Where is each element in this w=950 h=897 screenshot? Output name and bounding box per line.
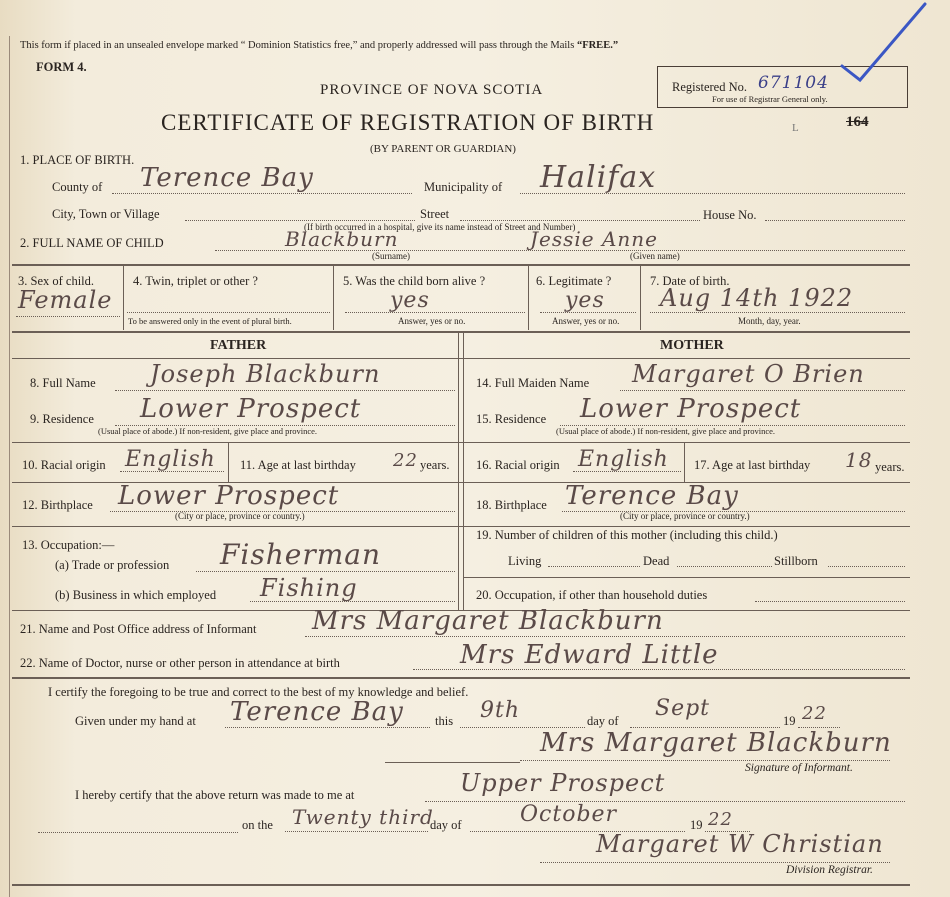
day-of-label: day of [587,714,619,728]
registered-number: 671104 [758,73,829,93]
mother-heading: MOTHER [660,338,724,353]
dead-label: Dead [643,554,670,568]
mother-race-label: 16. Racial origin [476,458,560,472]
mother-bp-caption: (City or place, province or country.) [620,511,750,521]
alive-value: yes [390,288,430,313]
year-prefix: 19 [783,714,796,728]
father-bp-value: Lower Prospect [118,481,340,511]
legit-label: 6. Legitimate ? [536,274,612,288]
alive-caption: Answer, yes or no. [398,316,466,326]
alive-label: 5. Was the child born alive ? [343,274,486,288]
stillborn-label: Stillborn [774,554,818,568]
registrar-note: For use of Registrar General only. [712,94,828,104]
year2-prefix: 19 [690,818,703,832]
mother-occ-label: 20. Occupation, if other than household duties [476,588,708,602]
father-bp-caption: (City or place, province or country.) [175,511,305,521]
informant-label: 21. Name and Post Office address of Informant [20,622,257,636]
day-value: 9th [480,698,521,723]
father-race-label: 10. Racial origin [22,458,106,472]
children-count-label: 19. Number of children of this mother (including this child.) [476,528,778,542]
registrar-signature: Margaret W Christian [596,830,884,858]
mother-name-label: 14. Full Maiden Name [476,376,590,390]
mother-res-caption: (Usual place of abode.) If non-resident, give place and province. [556,426,776,436]
date-value: Aug 14th 1922 [660,284,854,312]
street-label: Street [420,207,450,221]
pencil-check-icon [820,0,930,110]
child-given-name: Jessie Anne [530,227,659,251]
father-bp-label: 12. Birthplace [22,498,93,512]
twin-label: 4. Twin, triplet or other ? [133,274,258,288]
informant-value: Mrs Margaret Blackburn [312,606,664,636]
business-label: (b) Business in which employed [55,588,217,602]
free-text: “FREE.” [576,40,619,51]
living-label: Living [508,554,542,568]
occupation-label: 13. Occupation:— [22,538,115,552]
date-caption: Month, day, year. [738,316,801,326]
doctor-value: Mrs Edward Little [460,640,719,670]
hereby-statement: I hereby certify that the above return was made to me at [75,788,355,802]
margin-rule [9,36,10,897]
father-years: years. [420,458,450,472]
county-label: County of [52,180,103,194]
province-heading: PROVINCE OF NOVA SCOTIA [320,82,544,98]
child-name-label: 2. FULL NAME OF CHILD [20,236,164,250]
mail-notice-text: This form if placed in an unsealed envelope marked “ Dominion Statistics free,” and properly addressed will pass through the Mails [20,40,575,51]
mother-race-value: English [578,447,669,472]
house-label: House No. [703,208,757,222]
father-res-caption: (Usual place of abode.) If non-resident, give place and province. [98,426,318,436]
mother-age-value: 18 [845,448,873,472]
on-day-value: Twenty third [292,805,434,829]
sex-label: 3. Sex of child. [18,274,95,288]
father-race-value: English [125,447,216,472]
father-res-value: Lower Prospect [140,394,362,424]
sex-value: Female [18,286,113,314]
on-the-label: on the [242,818,273,832]
certificate-title: CERTIFICATE OF REGISTRATION OF BIRTH [161,110,655,135]
mother-bp-value: Terence Bay [565,481,739,511]
father-name-value: Joseph Blackburn [150,360,381,388]
given-caption: (Given name) [630,251,680,261]
father-heading: FATHER [210,338,267,353]
trade-value: Fisherman [220,538,382,571]
father-age-value: 22 [393,450,418,471]
father-res-label: 9. Residence [30,412,94,426]
mother-name-value: Margaret O Brien [632,360,865,388]
date-label: 7. Date of birth. [650,274,730,288]
mother-years: years. [875,460,905,474]
hospital-note: (If birth occurred in a hospital, give its name instead of Street and Number) [304,222,576,232]
surname-caption: (Surname) [372,251,410,261]
form-number: FORM 4. [36,60,87,74]
county-value: Terence Bay [140,163,314,193]
municipality-value: Halifax [540,160,657,195]
place-of-birth-heading: 1. PLACE OF BIRTH. [20,153,135,167]
mother-bp-label: 18. Birthplace [476,498,547,512]
this-label: this [435,714,454,728]
business-value: Fishing [260,574,358,602]
given-label: Given under my hand at [75,714,196,728]
signature-caption: Signature of Informant. [745,762,853,774]
certificate-subtitle: (BY PARENT OR GUARDIAN) [370,143,516,155]
certify-statement: I certify the foregoing to be true and correct to the best of my knowledge and belief. [48,685,469,699]
trade-label: (a) Trade or profession [55,558,170,572]
legit-caption: Answer, yes or no. [552,316,620,326]
registrar-caption: Division Registrar. [786,864,873,876]
legit-value: yes [565,288,605,313]
mother-res-value: Lower Prospect [580,394,802,424]
mother-age-label: 17. Age at last birthday [694,458,811,472]
month-value: Sept [655,696,711,721]
doctor-label: 22. Name of Doctor, nurse or other person in attendance at birth [20,656,340,670]
old-number: 164 [846,114,869,130]
registered-label: Registered No. [672,80,747,94]
hereby-place: Upper Prospect [460,769,666,797]
mail-notice [20,40,618,51]
given-place: Terence Bay [230,697,404,727]
year2-value: 22 [708,809,733,830]
father-name-label: 8. Full Name [30,376,96,390]
father-age-label: 11. Age at last birthday [240,458,356,472]
day-of-label-2: day of [430,818,462,832]
year-value: 22 [802,703,827,724]
side-mark: L [792,122,799,134]
child-surname: Blackburn [285,227,399,251]
mother-res-label: 15. Residence [476,412,547,426]
twin-note: To be answered only in the event of plural birth. [128,316,292,326]
city-label: City, Town or Village [52,207,160,221]
informant-signature: Mrs Margaret Blackburn [540,728,892,758]
month2-value: October [520,802,618,827]
municipality-label: Municipality of [424,180,503,194]
